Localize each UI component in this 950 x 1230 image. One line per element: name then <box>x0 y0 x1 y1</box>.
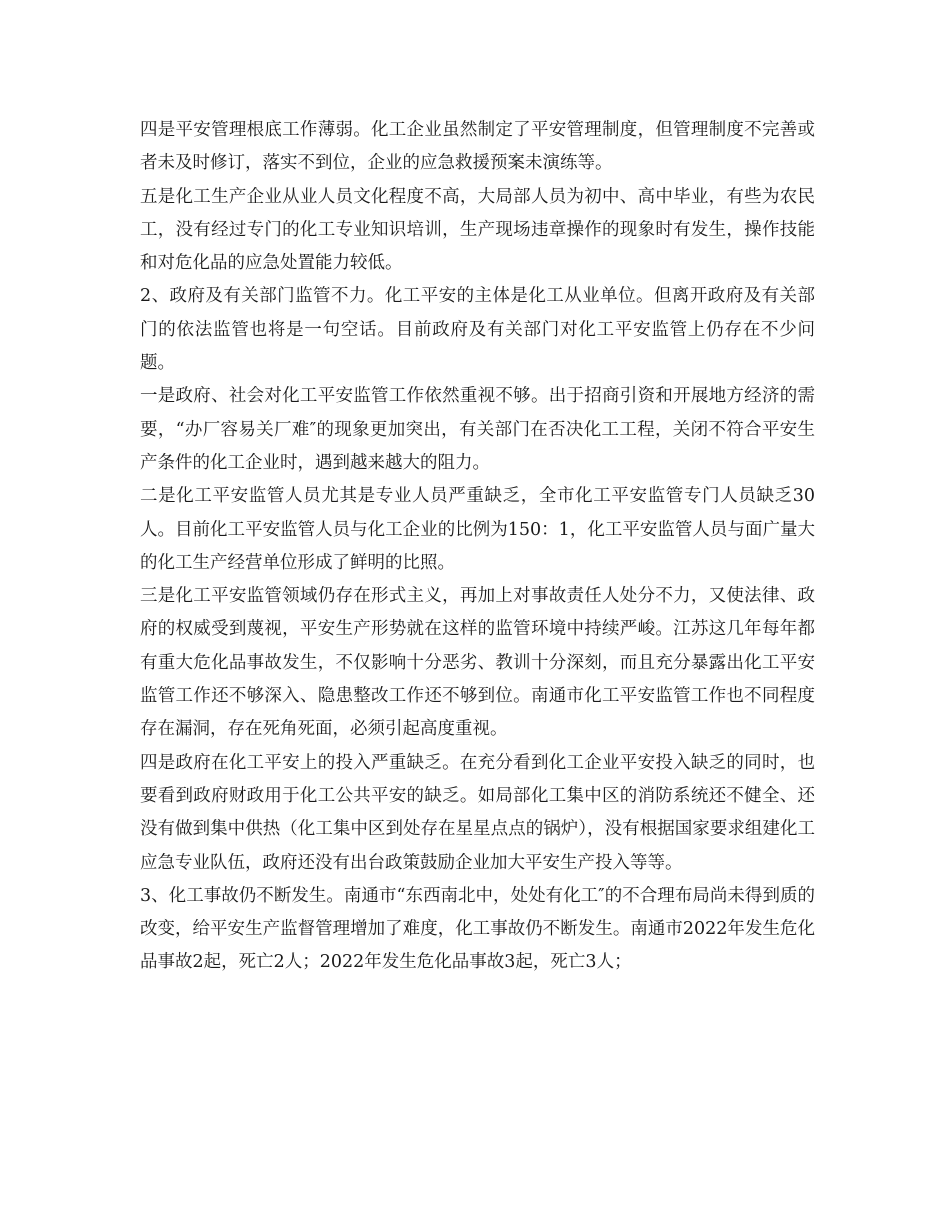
paragraph-2: 五是化工生产企业从业人员文化程度不高，大局部人员为初中、高中毕业，有些为农民工，没有经过专门的化工专业知识培训，生产现场违章操作的现象时有发生，操作技能和对危化品的应急处置能力较低。 <box>140 186 815 274</box>
paragraph-8: 3、化工事故仍不断发生。南通市“东西南北中，处处有化工″的不合理布局尚未得到质的改变，给平安生产监督管理增加了难度，化工事故仍不断发生。南通市2022年发生危化品事故2起，死亡2人；2022年发生危化品事故3起，死亡3人； <box>140 885 815 973</box>
paragraph-1: 四是平安管理根底工作薄弱。化工企业虽然制定了平安管理制度，但管理制度不完善或者未及时修订，落实不到位，企业的应急救援预案未演练等。 <box>140 120 815 174</box>
paragraph-6: 三是化工平安监管领域仍存在形式主义，再加上对事故责任人处分不力，又使法律、政府的权威受到蔑视，平安生产形势就在这样的监管环境中持续严峻。江苏这几年每年都有重大危化品事故发生，不仅影响十分恶劣、教训十分深刻，而且充分暴露出化工平安监管工作还不够深入、隐患整改工作还不够到位。南通市化工平安监管工作也不同程度存在漏洞，存在死角死面，必须引起高度重视。 <box>140 586 815 740</box>
paragraph-7: 四是政府在化工平安上的投入严重缺乏。在充分看到化工企业平安投入缺乏的同时，也要看到政府财政用于化工公共平安的缺乏。如局部化工集中区的消防系统还不健全、还没有做到集中供热（化工集中区到处存在星星点点的锅炉），没有根据国家要求组建化工应急专业队伍，政府还没有出台政策鼓励企业加大平安生产投入等等。 <box>140 752 815 873</box>
paragraph-5: 二是化工平安监管人员尤其是专业人员严重缺乏，全市化工平安监管专门人员缺乏30人。目前化工平安监管人员与化工企业的比例为150：1，化工平安监管人员与面广量大的化工生产经营单位形成了鲜明的比照。 <box>140 486 815 573</box>
paragraph-3: 2、政府及有关部门监管不力。化工平安的主体是化工从业单位。但离开政府及有关部门的依法监管也将是一句空话。目前政府及有关部门对化工平安监管上仍存在不少问题。 <box>140 286 815 374</box>
document-body <box>140 114 815 980</box>
paragraph-4: 一是政府、社会对化工平安监管工作依然重视不够。出于招商引资和开展地方经济的需要，“办厂容易关厂难″的现象更加突出，有关部门在否决化工工程，关闭不符合平安生产条件的化工企业时，遇到越来越大的阻力。 <box>140 386 815 473</box>
